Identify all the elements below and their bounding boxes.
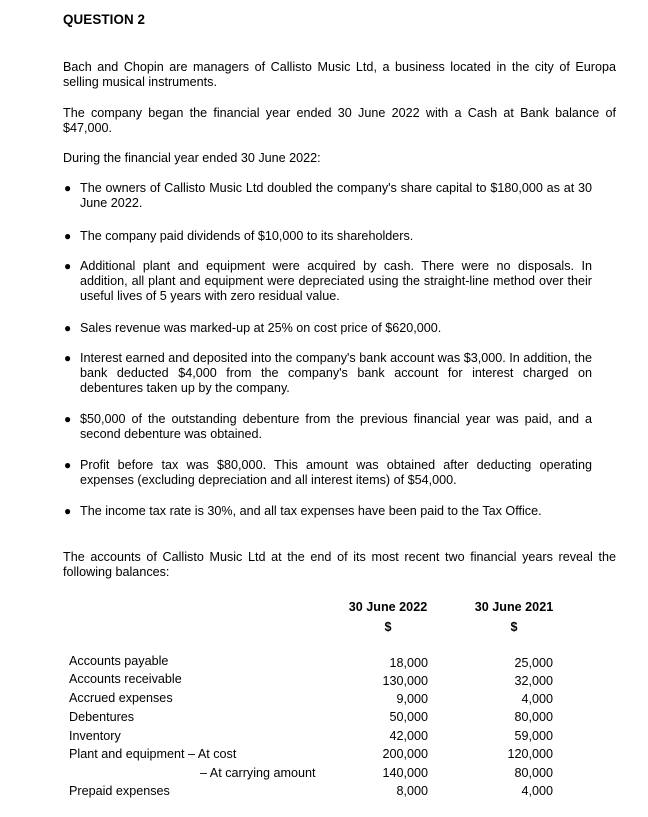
bullet-item	[64, 259, 592, 304]
bullet-item	[64, 181, 592, 211]
value-2022: 140,000	[382, 766, 428, 780]
currency-2022: $	[384, 620, 392, 634]
currency-2021: $	[510, 620, 518, 634]
value-2021: 80,000	[514, 710, 553, 724]
row-label: Accrued expenses	[69, 691, 173, 705]
row-label: Debentures	[69, 710, 135, 724]
bullet-icon: ●	[64, 458, 72, 472]
intro-paragraph-1: Bach and Chopin are managers of Callisto Music Ltd, a business located in the city of Europa selling musical instruments.	[63, 60, 616, 89]
bullet-text: The company paid dividends of $10,000 to its shareholders.	[80, 229, 414, 243]
value-2021: 120,000	[507, 747, 553, 761]
bullet-text: $50,000 of the outstanding debenture from the previous financial year was paid, and a second debenture was obtained.	[80, 412, 592, 441]
bullet-item	[64, 504, 592, 519]
bullet-item	[64, 351, 592, 396]
bullet-icon: ●	[64, 259, 72, 273]
bullet-item	[64, 412, 592, 442]
value-2021: 80,000	[514, 766, 553, 780]
intro-paragraph-2: The company began the financial year ended 30 June 2022 with a Cash at Bank balance of $47,000.	[63, 106, 616, 135]
accounts-intro: The accounts of Callisto Music Ltd at the end of its most recent two financial years reveal the following balances:	[63, 550, 616, 579]
bullet-text: The owners of Callisto Music Ltd doubled the company's share capital to $180,000 as at 30 June 2022.	[80, 181, 592, 210]
column-header-2021: 30 June 2021	[474, 600, 554, 614]
row-label: Plant and equipment – At cost	[69, 747, 237, 761]
value-2022: 130,000	[382, 674, 428, 688]
value-2021: 4,000	[521, 784, 553, 798]
value-2021: 25,000	[514, 656, 553, 670]
value-2022: 9,000	[396, 692, 428, 706]
value-2021: 32,000	[514, 674, 553, 688]
bullet-text: Additional plant and equipment were acquired by cash. There were no disposals. In addition, all plant and equipment were depreciated using the straight-line method over their useful lives of 5 years with zero residual value.	[80, 259, 592, 303]
value-2022: 8,000	[396, 784, 428, 798]
bullet-icon: ●	[64, 351, 72, 365]
bullet-item	[64, 229, 592, 244]
bullet-text: Interest earned and deposited into the company's bank account was $3,000. In addition, the bank deducted $4,000 from the company's bank account for interest charged on debentures taken up by the company.	[80, 351, 592, 395]
row-label: Inventory	[69, 729, 121, 743]
value-2022: 200,000	[382, 747, 428, 761]
bullet-text: Sales revenue was marked-up at 25% on cost price of $620,000.	[80, 321, 442, 335]
value-2022: 42,000	[389, 729, 428, 743]
bullet-text: The income tax rate is 30%, and all tax expenses have been paid to the Tax Office.	[80, 504, 542, 518]
bullet-icon: ●	[64, 229, 72, 243]
value-2021: 59,000	[514, 729, 553, 743]
bullet-icon: ●	[64, 181, 72, 195]
bullet-icon: ●	[64, 504, 72, 518]
bullet-item	[64, 458, 592, 488]
column-header-2022: 30 June 2022	[348, 600, 428, 614]
bullet-icon: ●	[64, 321, 72, 335]
value-2022: 50,000	[389, 710, 428, 724]
row-sublabel: – At carrying amount	[200, 766, 316, 780]
bullet-text: Profit before tax was $80,000. This amount was obtained after deducting operating expenses (excluding depreciation and all interest items) of $54,000.	[80, 458, 592, 487]
value-2022: 18,000	[389, 656, 428, 670]
row-label: Accounts payable	[69, 654, 169, 668]
row-label: Prepaid expenses	[69, 784, 170, 798]
row-label: Accounts receivable	[69, 672, 182, 686]
bullet-icon: ●	[64, 412, 72, 426]
intro-paragraph-3: During the financial year ended 30 June 2022:	[63, 151, 321, 165]
value-2021: 4,000	[521, 692, 553, 706]
question-heading: QUESTION 2	[63, 12, 146, 27]
bullet-item	[64, 321, 592, 336]
